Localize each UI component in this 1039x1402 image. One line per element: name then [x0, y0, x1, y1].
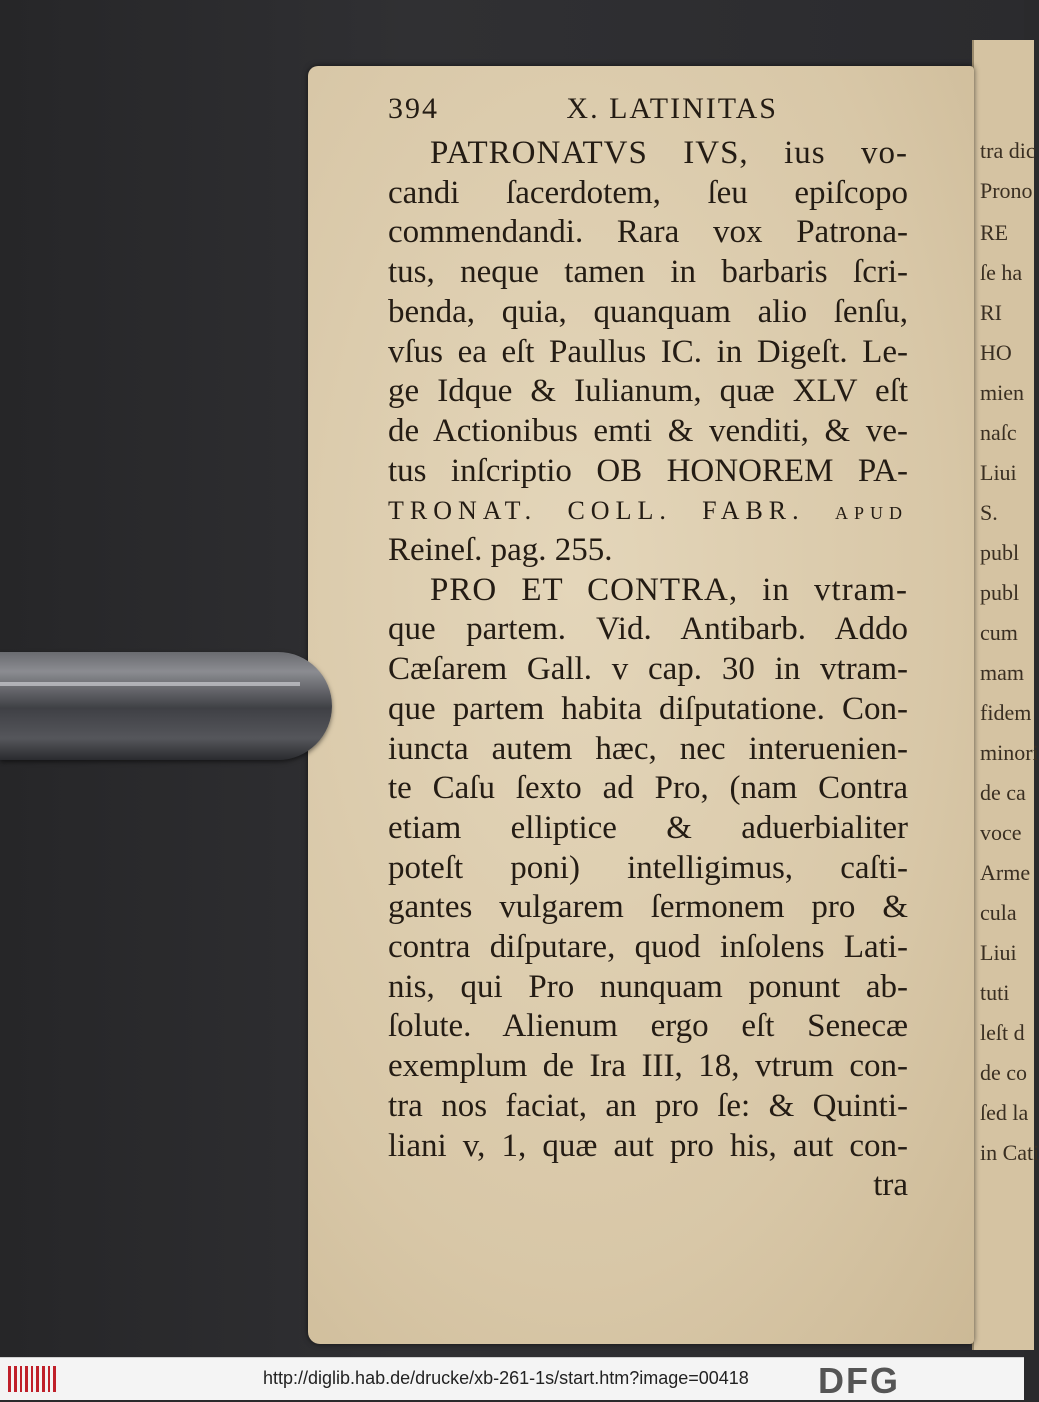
catchword: tra: [873, 1167, 908, 1204]
facing-text: mien: [980, 380, 1024, 405]
facing-text: tra dic: [980, 138, 1036, 163]
text-line: vſus ea eſt Paullus IC. in Digeſt. Le-: [388, 333, 908, 370]
text-line: exemplum de Ira III, 18, vtrum con-: [388, 1048, 908, 1085]
text-line: contra diſputare, quod inſolens Lati-: [388, 929, 908, 966]
facing-text: HO: [980, 340, 1012, 365]
facing-text: S.: [980, 500, 998, 525]
page-text: [388, 92, 908, 1206]
text-line: gantes vulgarem ſermonem pro &: [388, 889, 908, 926]
text-line: que partem. Vid. Antibarb. Addo: [388, 611, 908, 648]
facing-text: Arme: [980, 860, 1031, 885]
viewer-footer: [0, 1357, 1024, 1400]
text-line: nis, qui Pro nunquam ponunt ab-: [388, 968, 908, 1005]
facing-text: Liui: [980, 460, 1017, 485]
text-line: benda, quia, quanquam alio ſenſu,: [388, 293, 908, 330]
text-line: etiam elliptice & aduerbialiter: [388, 809, 908, 846]
facing-text: naſc: [980, 420, 1017, 445]
text-line: commendandi. Rara vox Patrona-: [388, 214, 908, 251]
facing-text: tuti: [980, 980, 1010, 1005]
facing-text: minori: [980, 740, 1039, 765]
facing-text: cum: [980, 620, 1018, 645]
facing-page: [972, 40, 1039, 1350]
text-line: tra nos faciat, an pro ſe: & Quinti-: [388, 1087, 908, 1124]
facing-text: RI: [980, 300, 1002, 325]
bookmark-ribbon: [0, 652, 332, 760]
text-line: tus, neque tamen in barbaris ſcri-: [388, 254, 908, 291]
barcode-icon: [8, 1366, 56, 1392]
facing-text: RE: [980, 220, 1009, 245]
facing-text: fidem: [980, 700, 1032, 725]
facing-text: cula: [980, 900, 1017, 925]
text-line: candi ſacerdotem, ſeu epiſcopo: [388, 174, 908, 211]
dfg-logo: DFG: [818, 1360, 900, 1401]
facing-text: in Cati: [980, 1140, 1039, 1165]
text-line: liani v, 1, quæ aut pro his, aut con-: [388, 1127, 908, 1164]
facing-text: publ: [980, 580, 1020, 605]
text-line: PATRONATVS IVS, ius vo-: [430, 135, 908, 171]
text-line: que partem habita diſputatione. Con-: [388, 690, 908, 727]
text-line: tus inſcriptio OB HONOREM PA-: [388, 452, 908, 489]
facing-text: ſed la: [980, 1100, 1029, 1125]
facing-text: de co: [980, 1060, 1028, 1085]
text-line: PRO ET CONTRA, in vtram-: [430, 571, 908, 608]
facing-text: mam: [980, 660, 1024, 685]
text-line: de Actionibus emti & venditi, & ve-: [388, 412, 908, 449]
page-number: 394: [388, 92, 439, 125]
facing-text: leſt d: [980, 1020, 1025, 1045]
facing-text: de ca: [980, 780, 1026, 805]
text-line: TRONAT. COLL. FABR. apud: [388, 496, 908, 526]
facing-text: Liui: [980, 940, 1017, 965]
facing-text: publ: [980, 540, 1020, 565]
facing-text: Prono: [980, 178, 1033, 203]
text-line: Reineſ. pag. 255.: [388, 532, 613, 569]
text-line: ſolute. Alienum ergo eſt Senecæ: [388, 1008, 908, 1045]
text-line: Cæſarem Gall. v cap. 30 in vtram-: [388, 651, 908, 688]
facing-text: ſe ha: [980, 260, 1023, 285]
facing-text: voce: [980, 820, 1022, 845]
running-head: X. LATINITAS: [566, 92, 778, 125]
text-line: iuncta autem hæc, nec interuenien-: [388, 730, 908, 767]
page-header: [388, 92, 778, 134]
source-url-link[interactable]: http://diglib.hab.de/drucke/xb-261-1s/start.htm?image=00418: [263, 1368, 749, 1388]
text-line: poteſt poni) intelligimus, caſti-: [388, 849, 908, 886]
text-line: ge Idque & Iulianum, quæ XLV eſt: [388, 373, 908, 410]
text-line: te Caſu ſexto ad Pro, (nam Contra: [388, 770, 908, 807]
